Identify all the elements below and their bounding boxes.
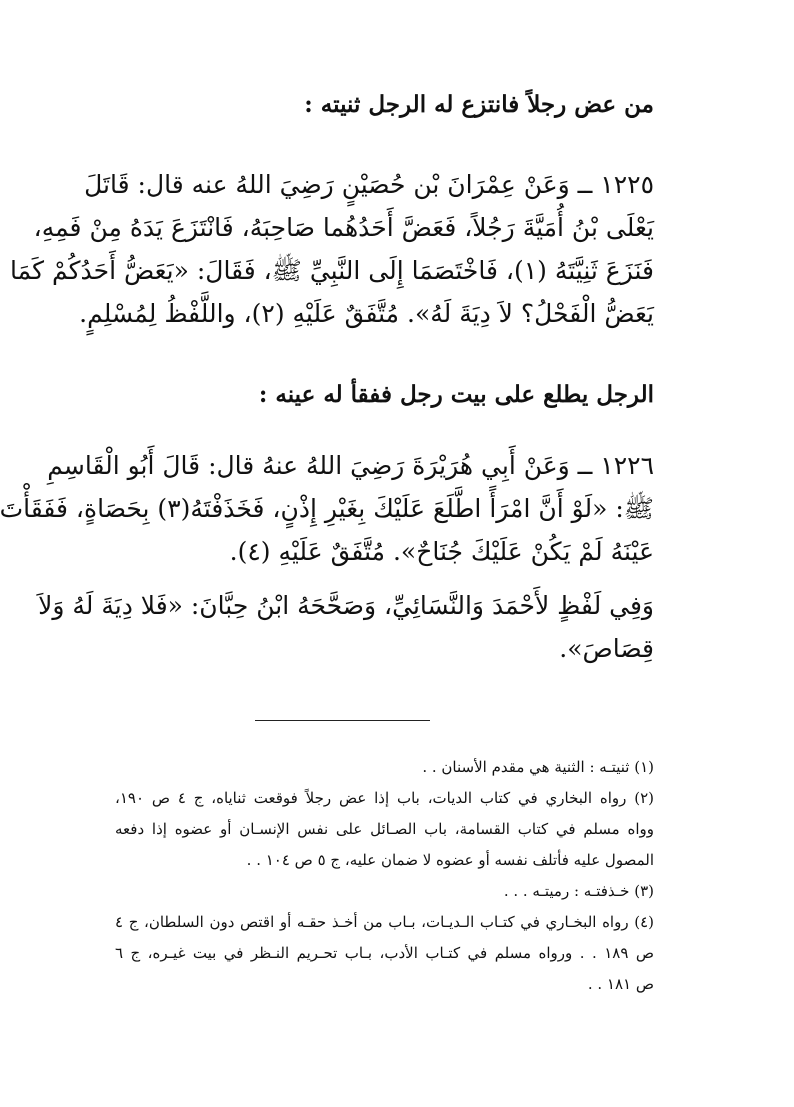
text-line: يَعَضُّ الْفَحْلُ؟ لاَ دِيَةَ لَهُ». مُتَّفَقٌ عَلَيْهِ (٢)، واللَّفْظُ لِمُسْلِمٍ. — [79, 299, 654, 328]
text-line: عَيْنَهُ لَمْ يَكُنْ عَلَيْكَ جُنَاحٌ». مُتَّفَقٌ عَلَيْهِ (٤). — [229, 537, 654, 566]
text-line: ١٢٢٥ ــ وَعَنْ عِمْرَانَ بْن حُصَيْنٍ رَضِيَ اللهُ عنه قال: قَاتَلَ — [84, 170, 654, 199]
text-line: ١٢٢٦ ــ وَعَنْ أَبِي هُرَيْرَةَ رَضِيَ اللهُ عنهُ قال: قَالَ أَبُو الْقَاسِمِ — [47, 451, 654, 480]
footnote-line: (٣) خـذفتـه : رميتـه . . . — [503, 882, 654, 900]
footnote-line: ص ١٨١ . . — [587, 975, 654, 993]
hadith-1225 — [10, 163, 654, 335]
text-line: فَنَزَعَ ثَنِيَّتَهُ (١)، فَاخْتَصَمَا إِلَى النَّبِيِّ ﷺ، فَقَالَ: «يَعَضُّ أَحَدُكُمْ كَمَا — [10, 256, 654, 285]
text-line: وَفِي لَفْظٍ لأَحْمَدَ وَالنَّسَائِيِّ، وَصَحَّحَهُ ابْنُ حِبَّانَ: «فَلا دِيَةَ لَهُ وَلاَ — [38, 591, 654, 620]
section-heading: الرجل يطلع على بيت رجل ففقأ له عينه : — [258, 381, 654, 408]
footnotes — [115, 752, 654, 1000]
footnote-line: (٤) رواه البخـاري في كتـاب الـديـات، بـاب من أخـذ حقـه أو اقتص دون السلطان، ج ٤ — [115, 913, 654, 931]
footnote-line: المصول عليه فأتلف نفسه أو عضوه لا ضمان عليه، ج ٥ ص ١٠٤ . . — [246, 851, 654, 869]
text-line: قِصَاصَ». — [559, 634, 654, 663]
footnote-line: (١) ثنيتـه : الثنية هي مقدم الأسنان . . — [422, 758, 654, 776]
section-heading: من عض رجلاً فانتزع له الرجل ثنيته : — [304, 91, 654, 118]
hadith-1226-variant — [38, 584, 654, 670]
hadith-1226 — [0, 444, 654, 573]
footnote-line: (٢) رواه البخاري في كتاب الديات، باب إذا عض رجلاً فوقعت ثناياه، ج ٤ ص ١٩٠، — [115, 789, 654, 807]
text-line: ﷺ: «لَوْ أَنَّ امْرَأً اطَّلَعَ عَلَيْكَ بِغَيْرِ إِذْنٍ، فَخَذَفْتَهُ(٣) بِحَصَاةٍ، فَفَقَأْتَ — [0, 494, 654, 523]
text-line: يَعْلَى بْنُ أُمَيَّةَ رَجُلاً، فَعَضَّ أَحَدُهُما صَاحِبَهُ، فَانْتَزَعَ يَدَهُ مِنْ فَمِهِ، — [33, 213, 654, 242]
footnote-line: ص ١٨٩ . . ورواه مسلم في كتـاب الأدب، بـاب تحـريم النـظر في بيت غيـره، ج ٦ — [115, 944, 655, 962]
footnote-separator — [255, 720, 430, 721]
footnote-line: وواه مسلم في كتاب القسامة، باب الصـائل على نفس الإنسـان أو عضوه إذا دفعه — [115, 820, 654, 838]
